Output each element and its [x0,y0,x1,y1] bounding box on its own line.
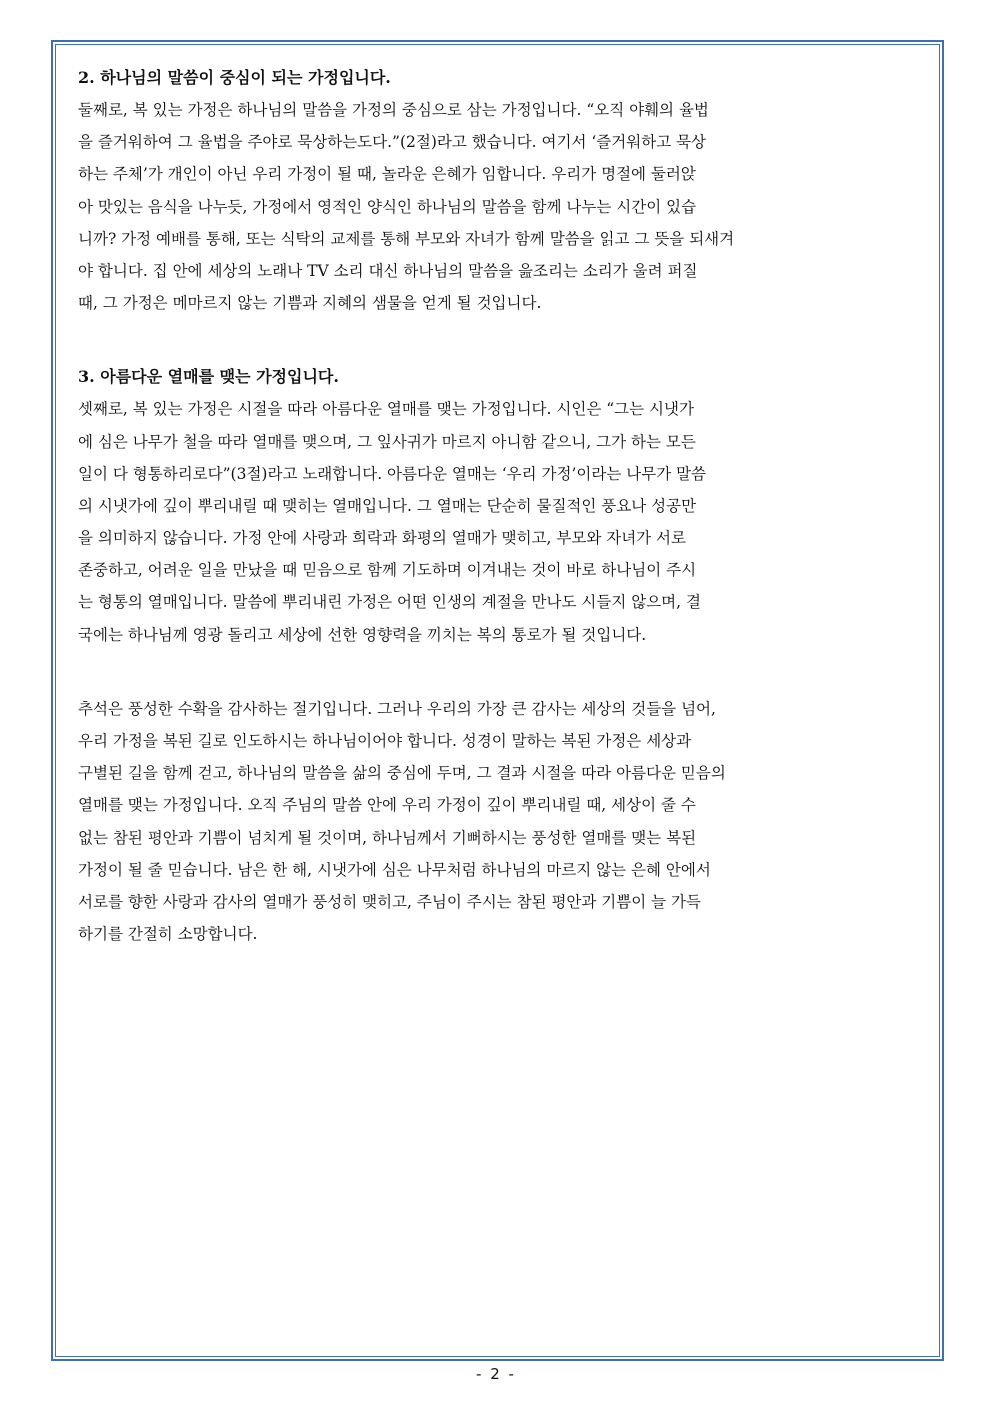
text-line: 니까? 가정 예배를 통해, 또는 식탁의 교제를 통해 부모와 자녀가 함께 말씀을 읽고 그 뜻을 되새겨 [78,229,735,248]
document-body [78,62,918,950]
text-line: 는 형통의 열매입니다. 말씀에 뿌리내린 가정은 어떤 인생의 계절을 만나도 시들지 않으며, 결 [78,593,701,612]
text-line: 존중하고, 어려운 일을 만났을 때 믿음으로 함께 기도하며 이겨내는 것이 바로 하나님이 주시 [78,561,697,580]
conclusion-paragraph [78,693,918,951]
text-line: 우리 가정을 복된 길로 인도하시는 하나님이어야 합니다. 성경이 말하는 복된 가정은 세상과 [78,732,692,750]
text-line: 아 맛있는 음식을 나누듯, 가정에서 영적인 양식인 하나님의 말씀을 함께 나누는 시간이 있습 [78,197,697,216]
section-3 [78,361,918,651]
text-line: 야 합니다. 집 안에 세상의 노래나 TV 소리 대신 하나님의 말씀을 읊조리는 소리가 울려 퍼질 [78,261,698,280]
text-line: 에 심은 나무가 철을 따라 열매를 맺으며, 그 잎사귀가 마르지 아니함 같으니, 그가 하는 모든 [78,432,696,451]
text-line: 가정이 될 줄 믿습니다. 남은 한 해, 시냇가에 심은 나무처럼 하나님의 마르지 않는 은혜 안에서 [78,860,711,879]
text-line: 의 시냇가에 깊이 뿌리내릴 때 맺히는 열매입니다. 그 열매는 단순히 물질적인 풍요나 성공만 [78,496,697,515]
text-line: 하는 주체’가 개인이 아닌 우리 가정이 될 때, 놀라운 은혜가 임합니다. 우리가 명절에 둘러앉 [78,165,696,184]
blank-line [78,319,918,361]
text-line: 열매를 맺는 가정입니다. 오직 주님의 말씀 안에 우리 가정이 깊이 뿌리내릴 때, 세상이 줄 수 [78,796,696,815]
text-line: 을 즐거워하여 그 율법을 주야로 묵상하는도다.”(2절)라고 했습니다. 여기서 ‘즐거워하고 묵상 [78,133,707,152]
text-line: 때, 그 가정은 메마르지 않는 기쁨과 지혜의 샘물을 얻게 될 것입니다. [78,294,542,313]
text-line: 하기를 간절히 소망합니다. [78,925,258,944]
section-2 [78,62,918,319]
text-line: 국에는 하나님께 영광 돌리고 세상에 선한 영향력을 끼치는 복의 통로가 될 것입니다. [78,625,647,644]
text-line: 구별된 길을 함께 걷고, 하나님의 말씀을 삶의 중심에 두며, 그 결과 시절을 따라 아름다운 믿음의 [78,764,726,783]
page-number: - 2 - [476,1365,516,1383]
text-line: 추석은 풍성한 수확을 감사하는 절기입니다. 그러나 우리의 가장 큰 감사는 세상의 것들을 넘어, [78,699,716,718]
text-line: 서로를 향한 사랑과 감사의 열매가 풍성히 맺히고, 주님이 주시는 참된 평안과 기쁨이 늘 가득 [78,892,701,911]
text-line: 셋째로, 복 있는 가정은 시절을 따라 아름다운 열매를 맺는 가정입니다. 시인은 “그는 시냇가 [78,400,694,419]
text-line: 없는 참된 평안과 기쁨이 넘치게 될 것이며, 하나님께서 기뻐하시는 풍성한 열매를 맺는 복된 [78,828,697,847]
section-3-paragraph [78,393,918,651]
text-line: 둘째로, 복 있는 가정은 하나님의 말씀을 가정의 중심으로 삼는 가정입니다. “오직 야훼의 율법 [78,101,709,119]
section-2-paragraph [78,94,918,319]
text-line: 일이 다 형통하리로다”(3절)라고 노래합니다. 아름다운 열매는 ‘우리 가정’이라는 나무가 말씀 [78,464,707,483]
conclusion [78,693,918,951]
section-3-heading: 3. 아름다운 열매를 맺는 가정입니다. [78,367,339,387]
section-2-heading: 2. 하나님의 말씀이 중심이 되는 가정입니다. [78,68,391,87]
text-line: 을 의미하지 않습니다. 가정 안에 사랑과 희락과 화평의 열매가 맺히고, 부모와 자녀가 서로 [78,529,687,548]
blank-line [78,651,918,693]
